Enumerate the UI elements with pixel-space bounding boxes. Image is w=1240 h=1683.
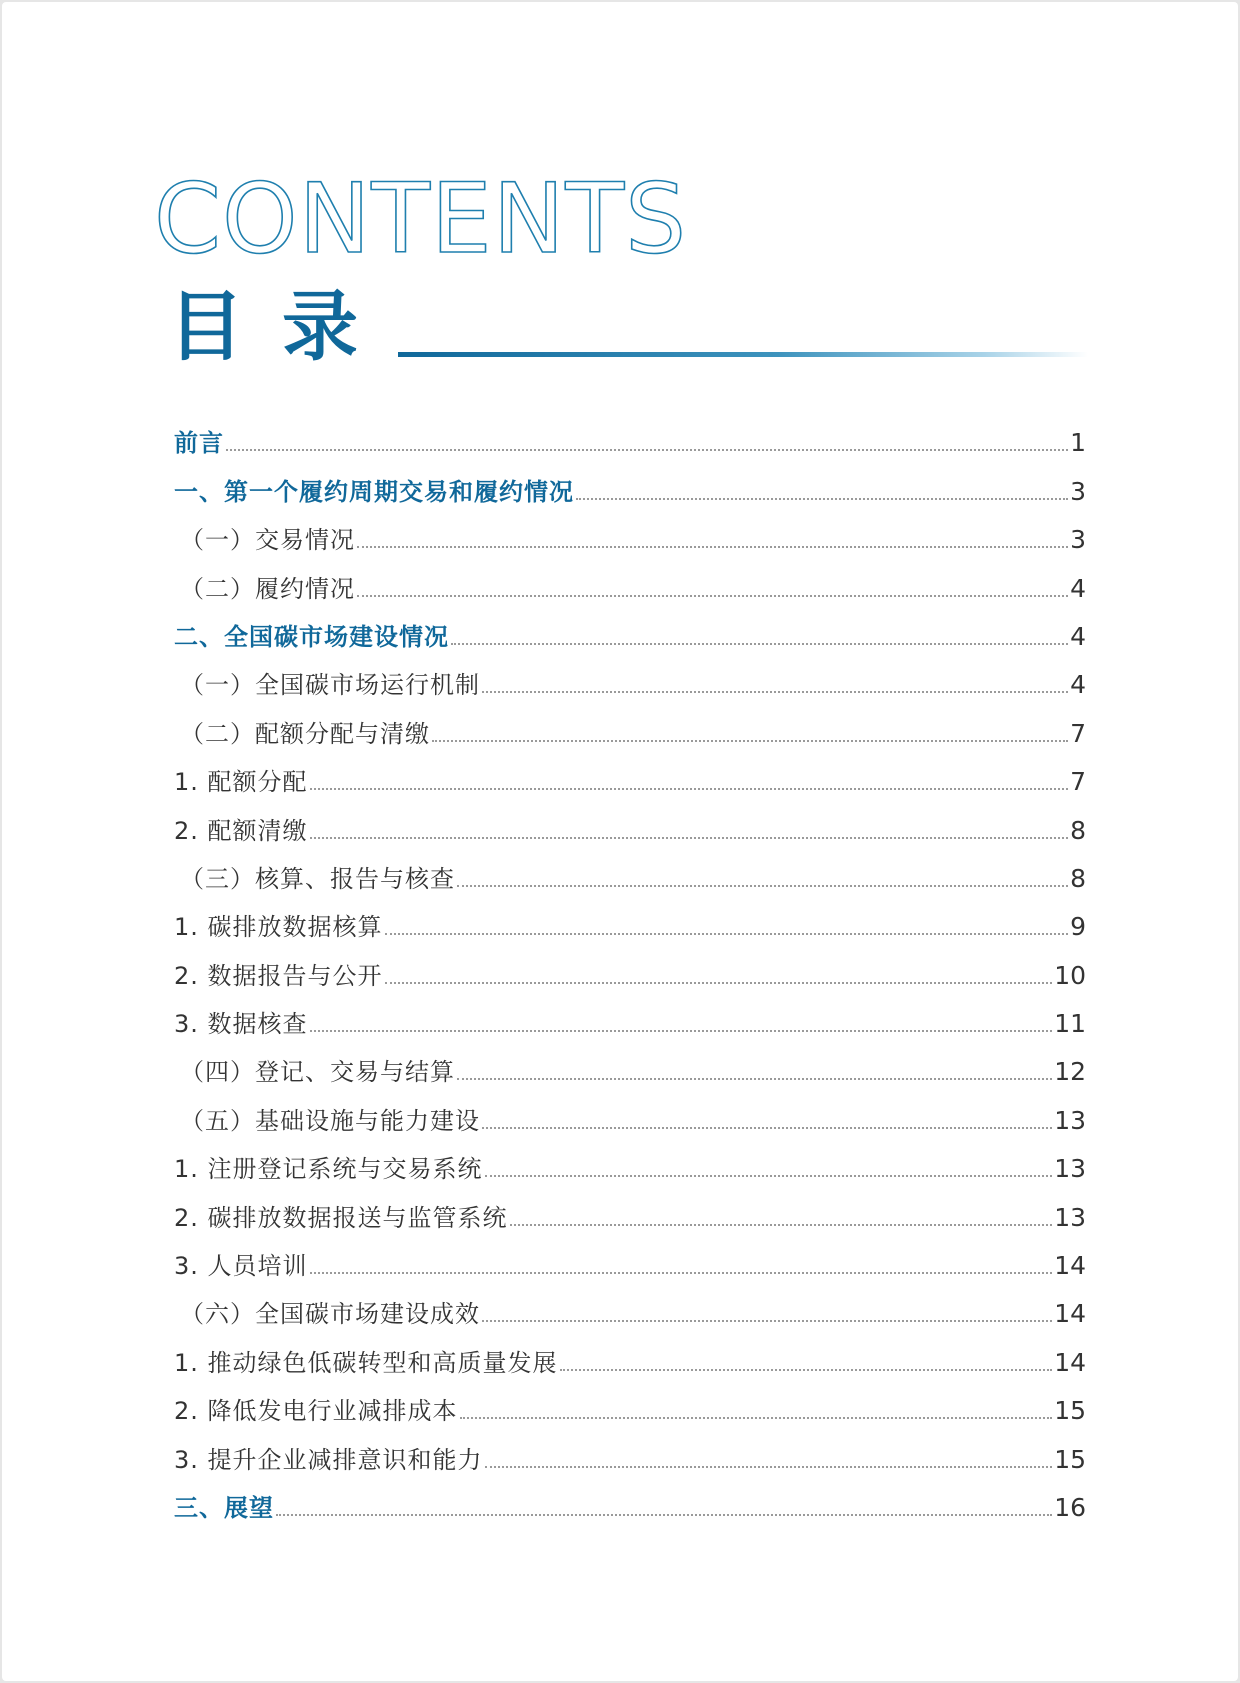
toc-entry[interactable]	[174, 700, 1086, 748]
toc-page-number: 7	[1070, 767, 1086, 797]
dot-leader	[451, 643, 1068, 645]
toc-entry[interactable]	[174, 894, 1086, 942]
toc-entry-label: （五）基础设施与能力建设	[180, 1106, 480, 1135]
toc-page-number: 3	[1070, 476, 1086, 506]
toc-entry-label: （一）全国碳市场运行机制	[180, 671, 480, 700]
toc-entry[interactable]	[174, 942, 1086, 990]
toc-entry[interactable]	[174, 1136, 1086, 1184]
toc-page-number: 10	[1054, 960, 1086, 990]
toc-entry-label: 1. 配额分配	[174, 768, 308, 797]
dot-leader	[485, 1175, 1053, 1177]
toc-page-number: 14	[1054, 1251, 1086, 1281]
dot-leader	[576, 498, 1068, 500]
dot-leader	[276, 1514, 1052, 1516]
toc-page-number: 12	[1054, 1057, 1086, 1087]
toc-entry-label: 2. 降低发电行业减排成本	[174, 1397, 458, 1426]
toc-entry[interactable]	[174, 1426, 1086, 1474]
toc-page-number: 16	[1054, 1492, 1086, 1522]
toc-entry-label: 前言	[174, 429, 224, 458]
toc-entry-label: 3. 提升企业减排意识和能力	[174, 1445, 483, 1474]
toc-entry-label: （六）全国碳市场建设成效	[180, 1300, 480, 1329]
toc-page-number: 13	[1054, 1154, 1086, 1184]
toc-entry-label: 2. 数据报告与公开	[174, 961, 383, 990]
toc-entry-label: （一）交易情况	[180, 526, 355, 555]
toc-page-number: 4	[1070, 621, 1086, 651]
toc-page-number: 3	[1070, 525, 1086, 555]
toc-entry[interactable]	[174, 555, 1086, 603]
dot-leader	[457, 885, 1068, 887]
dot-leader	[310, 1030, 1053, 1032]
toc-entry[interactable]	[174, 1039, 1086, 1087]
dot-leader	[310, 788, 1069, 790]
toc-entry-label: （二）履约情况	[180, 574, 355, 603]
toc-entry-label: 三、展望	[174, 1493, 274, 1522]
toc-entry-preface[interactable]	[174, 410, 1086, 458]
toc-page-number: 13	[1054, 1105, 1086, 1135]
toc-entry-label: 1. 推动绿色低碳转型和高质量发展	[174, 1348, 558, 1377]
toc-entry-section-1[interactable]	[174, 458, 1086, 506]
toc-entry-label: 1. 碳排放数据核算	[174, 913, 383, 942]
toc-page-number: 8	[1070, 815, 1086, 845]
toc-entry[interactable]	[174, 507, 1086, 555]
toc-page-number: 14	[1054, 1299, 1086, 1329]
dot-leader	[357, 546, 1068, 548]
toc-entry[interactable]	[174, 846, 1086, 894]
toc-entry[interactable]	[174, 652, 1086, 700]
dot-leader	[482, 1320, 1052, 1322]
toc-page-number: 11	[1054, 1009, 1086, 1039]
toc-entry-label: 一、第一个履约周期交易和履约情况	[174, 477, 574, 506]
toc-heading: 目录	[168, 282, 396, 371]
dot-leader	[310, 1272, 1053, 1274]
toc-page-number: 1	[1070, 428, 1086, 458]
toc-page-number: 4	[1070, 573, 1086, 603]
toc-entry-section-3[interactable]	[174, 1475, 1086, 1523]
toc-entry[interactable]	[174, 1329, 1086, 1377]
contents-title	[150, 162, 710, 275]
dot-leader	[482, 1127, 1052, 1129]
dot-leader	[510, 1224, 1053, 1226]
dot-leader	[357, 595, 1068, 597]
toc-entry-label: （三）核算、报告与核查	[180, 864, 455, 893]
dot-leader	[482, 691, 1068, 693]
toc-page-number: 13	[1054, 1202, 1086, 1232]
dot-leader	[560, 1369, 1053, 1371]
toc-entry-label: 3. 数据核查	[174, 1010, 308, 1039]
dot-leader	[485, 1466, 1053, 1468]
dot-leader	[310, 837, 1069, 839]
toc-entry[interactable]	[174, 797, 1086, 845]
heading-rule	[398, 352, 1088, 357]
toc-entry[interactable]	[174, 749, 1086, 797]
toc-entry-label: （四）登记、交易与结算	[180, 1058, 455, 1087]
dot-leader	[385, 933, 1069, 935]
dot-leader	[457, 1078, 1052, 1080]
toc-entry-label: 二、全国碳市场建设情况	[174, 622, 449, 651]
toc-entry-label: （二）配额分配与清缴	[180, 719, 430, 748]
toc-entry-label: 2. 配额清缴	[174, 816, 308, 845]
toc-page-number: 14	[1054, 1347, 1086, 1377]
toc-page-number: 9	[1070, 912, 1086, 942]
table-of-contents	[174, 410, 1086, 1523]
toc-page-number: 15	[1054, 1396, 1086, 1426]
toc-page-number: 4	[1070, 670, 1086, 700]
toc-entry-label: 2. 碳排放数据报送与监管系统	[174, 1203, 508, 1232]
document-page	[2, 2, 1238, 1681]
toc-entry-label: 3. 人员培训	[174, 1252, 308, 1281]
toc-page-number: 15	[1054, 1444, 1086, 1474]
dot-leader	[385, 982, 1053, 984]
toc-entry[interactable]	[174, 1087, 1086, 1135]
dot-leader	[226, 449, 1068, 451]
dot-leader	[432, 740, 1068, 742]
toc-entry-section-2[interactable]	[174, 604, 1086, 652]
toc-entry[interactable]	[174, 1233, 1086, 1281]
toc-entry[interactable]	[174, 1378, 1086, 1426]
toc-page-number: 8	[1070, 863, 1086, 893]
toc-entry[interactable]	[174, 1184, 1086, 1232]
toc-entry[interactable]	[174, 991, 1086, 1039]
toc-page-number: 7	[1070, 718, 1086, 748]
toc-entry[interactable]	[174, 1281, 1086, 1329]
toc-entry-label: 1. 注册登记系统与交易系统	[174, 1155, 483, 1184]
dot-leader	[460, 1417, 1053, 1419]
contents-title-text: CONTENTS	[154, 163, 688, 275]
